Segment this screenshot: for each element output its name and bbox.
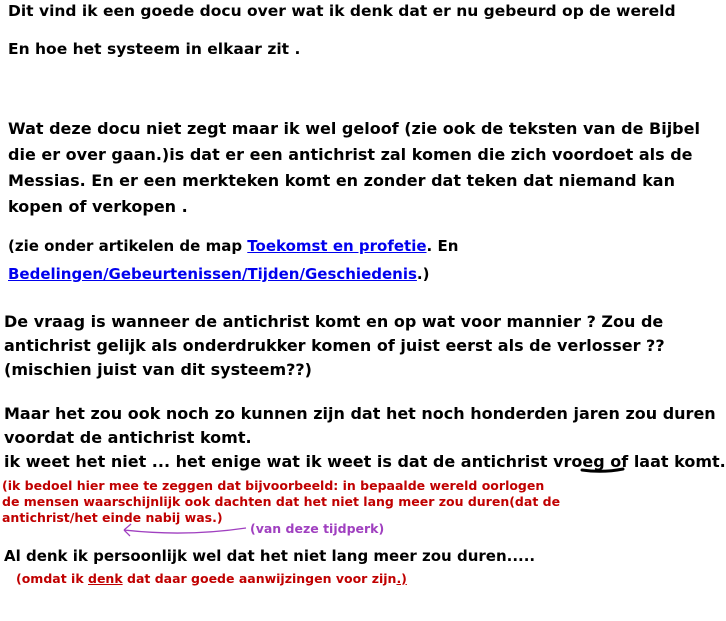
paragraph-line: Messias. En er een merkteken komt en zonder dat teken dat niemand kan: [8, 171, 675, 190]
paragraph-line: (mischien juist van dit systeem??): [4, 360, 312, 379]
reason-mid: dat daar goede aanwijzingen voor zijn: [122, 571, 397, 586]
word-komt: komt: [674, 452, 720, 471]
paragraph-line: De vraag is wanneer de antichrist komt en op wat voor mannier ? Zou de: [4, 312, 664, 331]
reference-prefix: (zie onder artikelen de map: [8, 237, 248, 255]
paragraph-line: kopen of verkopen .: [8, 197, 188, 216]
link-toekomst-en-profetie[interactable]: Toekomst en profetie: [247, 237, 427, 255]
annotation-line: antichrist/het einde nabij was.): [2, 510, 223, 525]
word-denk: denk: [88, 571, 123, 586]
reason-suffix: .): [396, 571, 407, 586]
paragraph-personal: Al denk ik persoonlijk wel dat het niet lang meer zou duren.....: [4, 547, 536, 565]
paragraph-line: Wat deze docu niet zegt maar ik wel geloof (zie ook de teksten van de Bijbel: [8, 119, 700, 138]
reason-prefix: (omdat ik: [16, 571, 88, 586]
knowledge-suffix: .: [719, 452, 726, 471]
komt-underline-stroke: [582, 469, 623, 471]
purple-arrow-line: [124, 528, 246, 533]
paragraph-line: voordat de antichrist komt.: [4, 428, 252, 447]
red-annotation-reason: [16, 571, 407, 587]
knowledge-prefix: ik weet het niet ... het enige wat ik weet is dat de antichrist vroeg of laat: [4, 452, 675, 471]
reference-mid: . En: [426, 237, 459, 255]
link-bedelingen[interactable]: Bedelingen/Gebeurtenissen/Tijden/Geschiedenis: [8, 265, 417, 283]
annotation-line: (ik bedoel hier mee te zeggen dat bijvoorbeeld: in bepaalde wereld oorlogen: [2, 478, 545, 493]
reference-suffix: .): [416, 265, 430, 283]
annotation-line: de mensen waarschijnlijk ook dachten dat het niet lang meer zou duren(dat de: [2, 494, 561, 509]
intro-line-1: Dit vind ik een goede docu over wat ik denk dat er nu gebeurd op de wereld: [8, 2, 676, 20]
paragraph-line: antichrist gelijk als onderdrukker komen of juist eerst als de verlosser ??: [4, 336, 665, 355]
purple-annotation-note: (van deze tijdperk): [250, 521, 385, 536]
intro-line-2: En hoe het systeem in elkaar zit .: [8, 40, 301, 58]
paragraph-line: die er over gaan.)is dat er een antichrist zal komen die zich voordoet als de: [8, 145, 693, 164]
paragraph-line: Maar het zou ook noch zo kunnen zijn dat het noch honderden jaren zou duren: [4, 404, 716, 423]
